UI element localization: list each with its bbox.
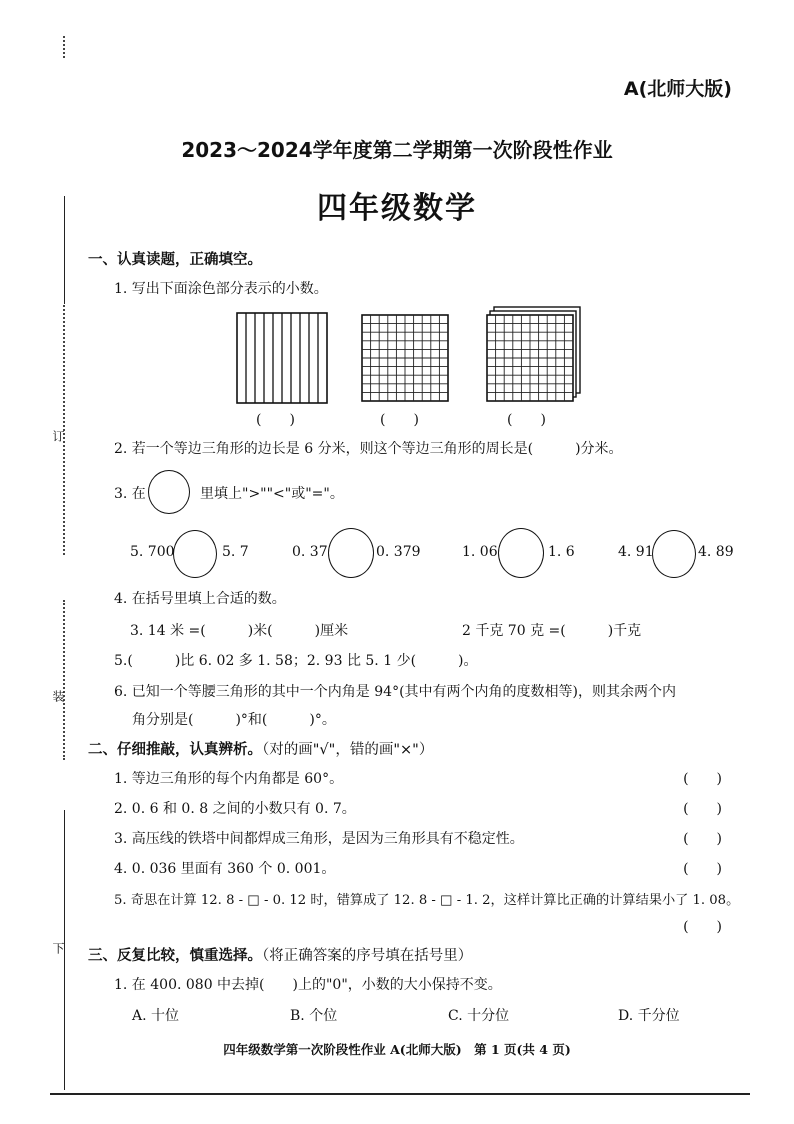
binding-mark-mid: 装 xyxy=(51,690,65,702)
compare-right-2: 0. 379 xyxy=(376,544,421,560)
page-footer: 四年级数学第一次阶段性作业 A(北师大版) 第 1 页(共 4 页) xyxy=(223,1042,571,1057)
compare-circle-2[interactable] xyxy=(328,528,374,578)
question-1-2: 2. 若一个等边三角形的边长是 6 分米，则这个等边三角形的周长是( )分米。 xyxy=(114,441,623,457)
binding-mark-top: 订 xyxy=(51,430,65,442)
choice-option-d[interactable]: D. 千分位 xyxy=(618,1008,680,1024)
judge-blank-2[interactable]: ( ) xyxy=(683,801,722,817)
question-1-4-b: 2 千克 70 克 =( )千克 xyxy=(462,623,642,639)
compare-circle-3[interactable] xyxy=(498,528,544,578)
section2-note: （对的画"√"，错的画"×"） xyxy=(262,742,434,758)
judge-item-2: 2. 0. 6 和 0. 8 之间的小数只有 0. 7。 xyxy=(114,801,356,817)
page-subtitle: 四年级数学 xyxy=(317,191,477,226)
question-1-6-line2: 角分别是( )°和( )°。 xyxy=(132,712,336,728)
judge-blank-4[interactable]: ( ) xyxy=(683,861,722,877)
question-1-4: 4. 在括号里填上合适的数。 xyxy=(114,591,286,607)
page-bottom-rule xyxy=(50,1093,750,1095)
judge-item-3: 3. 高压线的铁塔中间都焊成三角形，是因为三角形具有不稳定性。 xyxy=(114,831,524,847)
choice-option-a[interactable]: A. 十位 xyxy=(132,1008,180,1024)
compare-left-3: 1. 06 xyxy=(462,544,498,560)
decimal-figure-hundredths xyxy=(361,314,449,402)
section3-title: 三、反复比较，慎重选择。 xyxy=(88,948,262,964)
answer-blank-2[interactable]: ( ) xyxy=(380,412,419,428)
compare-left-1: 5. 700 xyxy=(130,544,175,560)
compare-left-2: 0. 37 xyxy=(292,544,328,560)
section1-heading: 一、认真读题，正确填空。 xyxy=(88,252,262,268)
compare-circle-sample xyxy=(148,470,190,514)
binding-dots-top xyxy=(63,36,65,58)
compare-circle-1[interactable] xyxy=(173,530,217,578)
section2-title: 二、仔细推敲，认真辨析。 xyxy=(88,742,262,758)
question-1-5: 5.( )比 6. 02 多 1. 58；2. 93 比 5. 1 少( )。 xyxy=(114,653,478,669)
judge-blank-5[interactable]: ( ) xyxy=(683,919,722,935)
answer-blank-1[interactable]: ( ) xyxy=(256,412,295,428)
decimal-figure-stacked xyxy=(486,306,582,402)
answer-blank-3[interactable]: ( ) xyxy=(507,412,546,428)
decimal-figure-tenths xyxy=(236,312,328,404)
judge-item-4: 4. 0. 036 里面有 360 个 0. 001。 xyxy=(114,861,336,877)
question-1-3-prefix: 3. 在 xyxy=(114,486,146,502)
question-1-3-suffix: 里填上">""<"或"="。 xyxy=(200,486,344,502)
question-1-1: 1. 写出下面涂色部分表示的小数。 xyxy=(114,281,328,297)
compare-left-4: 4. 91 xyxy=(618,544,654,560)
compare-right-4: 4. 89 xyxy=(698,544,734,560)
choice-question-1: 1. 在 400. 080 中去掉( )上的"0"，小数的大小保持不变。 xyxy=(114,977,502,993)
section3-note: （将正确答案的序号填在括号里） xyxy=(262,948,473,964)
judge-blank-1[interactable]: ( ) xyxy=(683,771,722,787)
judge-item-1: 1. 等边三角形的每个内角都是 60°。 xyxy=(114,771,344,787)
judge-blank-3[interactable]: ( ) xyxy=(683,831,722,847)
page-title: 2023～2024学年度第二学期第一次阶段性作业 xyxy=(181,138,613,162)
choice-option-c[interactable]: C. 十分位 xyxy=(448,1008,510,1024)
edition-label: A(北师大版) xyxy=(623,78,732,100)
compare-right-3: 1. 6 xyxy=(548,544,575,560)
binding-mark-bottom: 下 xyxy=(51,942,65,954)
binding-dots xyxy=(63,600,65,760)
judge-item-5: 5. 奇思在计算 12. 8 - □ - 0. 12 时，错算成了 12. 8 - □ - 1. 2，这样计算比正确的计算结果小了 1. 08。 xyxy=(114,893,740,908)
question-1-6-line1: 6. 已知一个等腰三角形的其中一个内角是 94°(其中有两个内角的度数相等)，则其余两个内 xyxy=(114,684,676,700)
compare-right-1: 5. 7 xyxy=(222,544,249,560)
section3-heading xyxy=(88,944,472,965)
compare-circle-4[interactable] xyxy=(652,530,696,578)
section2-heading xyxy=(88,738,433,759)
question-1-4-a: 3. 14 米 =( )米( )厘米 xyxy=(130,623,349,639)
choice-option-b[interactable]: B. 个位 xyxy=(290,1008,338,1024)
